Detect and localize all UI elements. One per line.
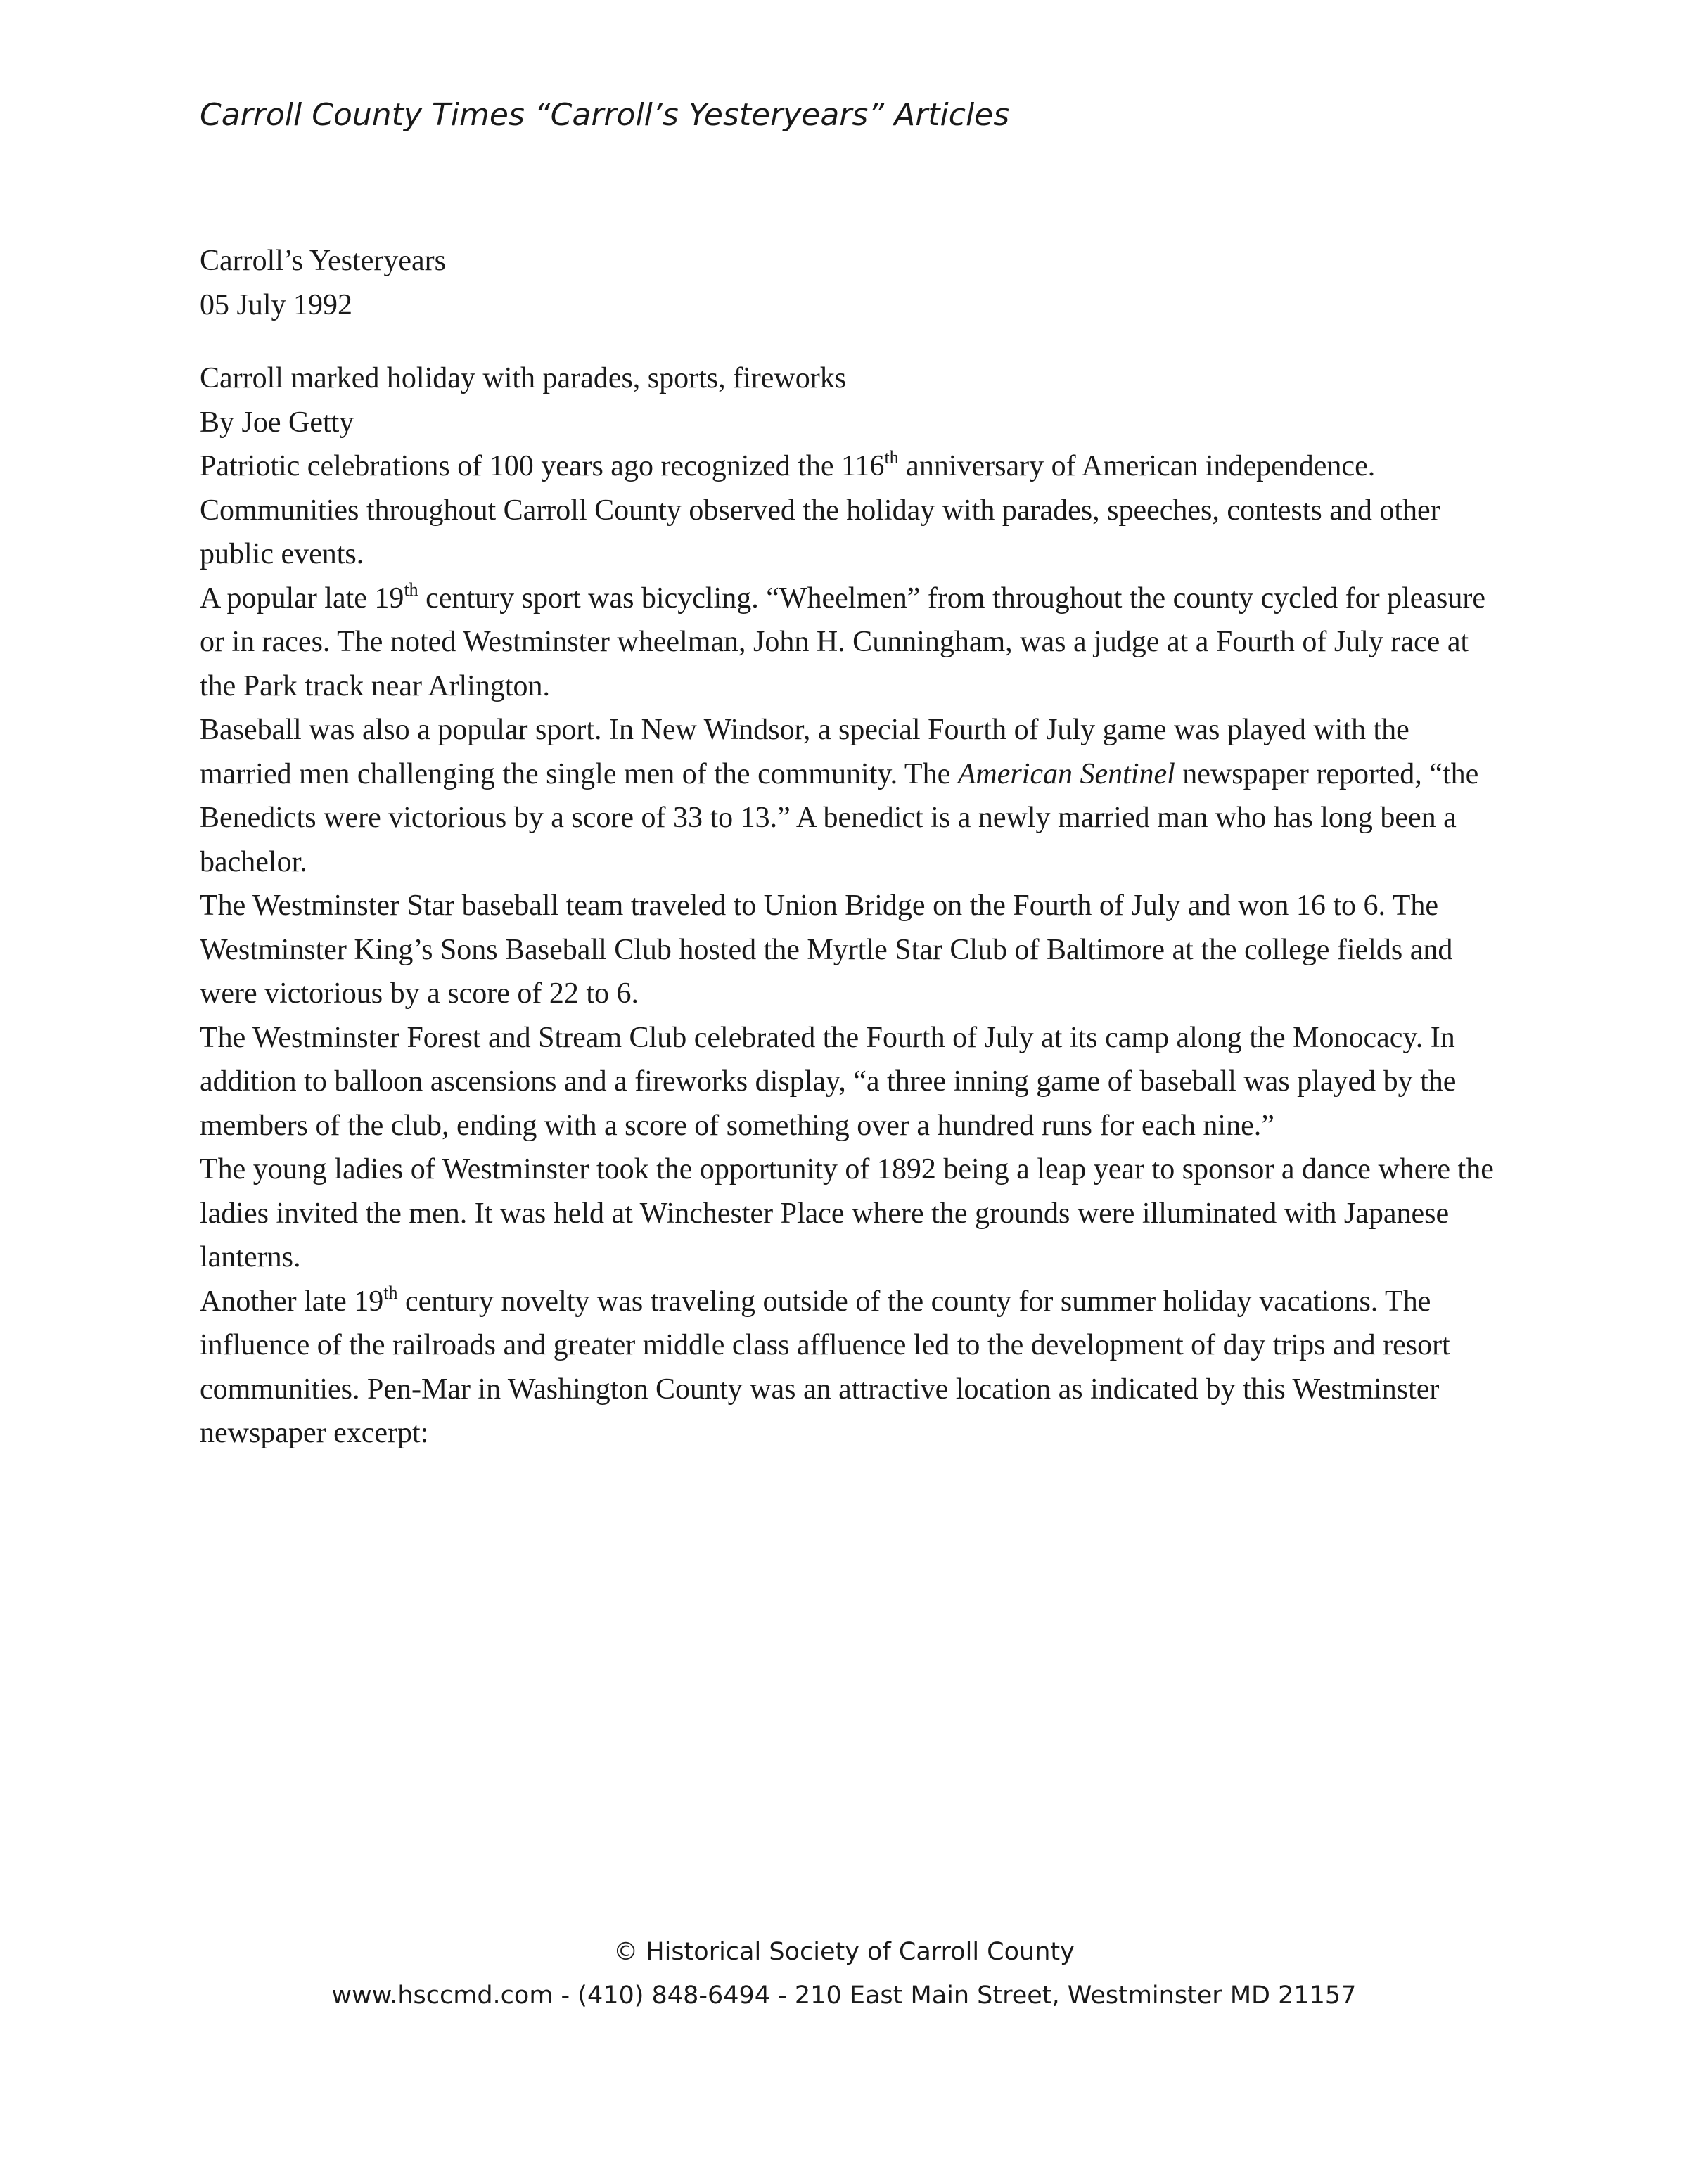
paragraph: Baseball was also a popular sport. In New Windsor, a special Fourth of July game was played with the married men challenging the single men of the community. The American Sentinel newspaper reported, “the Benedicts were victorious by a score of 33 to 13.” A benedict is a newly married man who has long been a bachelor. <box>200 714 1479 878</box>
footer-contact: www.hsccmd.com - (410) 848-6494 - 210 East Main Street, Westminster MD 21157 <box>331 1981 1357 2010</box>
paragraph: Another late 19th century novelty was traveling outside of the county for summer holiday vacations. The influence of the railroads and greater middle class affluence led to the development of day trips and resort communities. Pen-Mar in Washington County was an attractive location as indicated by this Westminster newspaper excerpt: <box>200 1282 1450 1449</box>
paragraph: Patriotic celebrations of 100 years ago recognized the 116th anniversary of American independence. Communities throughout Carroll County observed the holiday with parades, speeches, contests and other public events. <box>200 447 1440 570</box>
page-footer <box>0 1930 1688 2017</box>
article-heading <box>200 356 1501 444</box>
byline: By Joe Getty <box>200 406 354 439</box>
paragraph: A popular late 19th century sport was bicycling. “Wheelmen” from throughout the county cycled for pleasure or in races. The noted Westminster wheelman, John H. Cunningham, was a judge at a Fourth of July race at the Park track near Arlington. <box>200 579 1485 702</box>
footer-copyright: © Historical Society of Carroll County <box>613 1938 1075 1966</box>
paragraph: The Westminster Star baseball team traveled to Union Bridge on the Fourth of July and won 16 to 6. The Westminster King’s Sons Baseball Club hosted the Myrtle Star Club of Baltimore at the college fields and were victorious by a score of 22 to 6. <box>200 889 1453 1010</box>
publication-name: American Sentinel <box>957 757 1175 790</box>
article-date: 05 July 1992 <box>200 288 353 321</box>
paragraph: The young ladies of Westminster took the opportunity of 1892 being a leap year to sponsor a dance where the ladies invited the men. It was held at Winchester Place where the grounds were illuminated with Japanese lanterns. <box>200 1153 1494 1273</box>
article-meta <box>200 239 1501 327</box>
headline: Carroll marked holiday with parades, sports, fireworks <box>200 362 847 394</box>
column-name: Carroll’s Yesteryears <box>200 245 446 277</box>
running-header: Carroll County Times “Carroll’s Yesteryears” Articles <box>200 97 1010 133</box>
paragraph: The Westminster Forest and Stream Club celebrated the Fourth of July at its camp along the Monocacy. In addition to balloon ascensions and a fireworks display, “a three inning game of baseball was played by the members of the club, ending with a score of something over a hundred runs for each nine.” <box>200 1021 1457 1142</box>
article-body <box>200 239 1501 1456</box>
